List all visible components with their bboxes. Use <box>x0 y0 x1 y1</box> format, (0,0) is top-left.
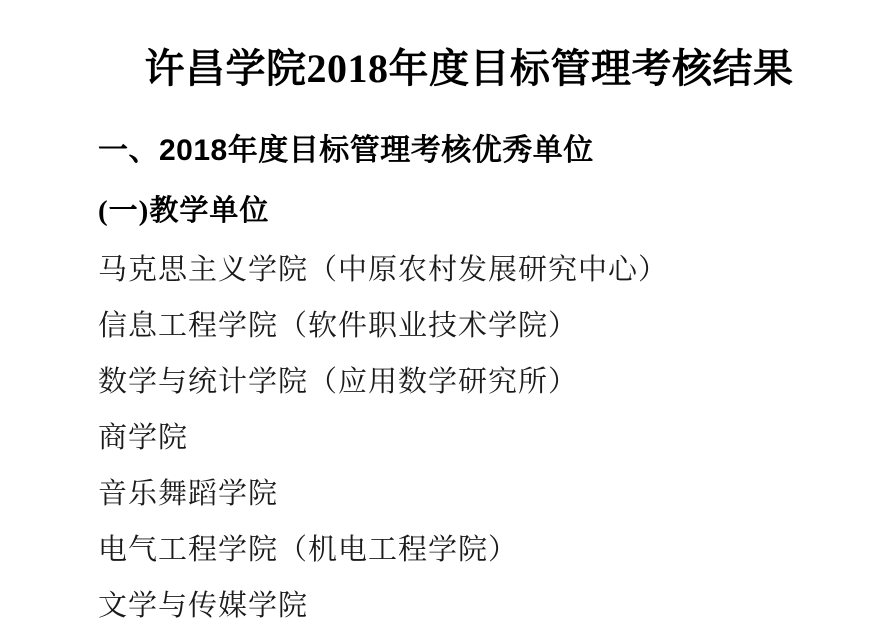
unit-list-item: 商学院 <box>98 421 189 454</box>
unit-list <box>98 239 856 631</box>
unit-list-item: 音乐舞蹈学院 <box>98 477 279 510</box>
unit-list-item: 数学与统计学院（应用数学研究所） <box>98 365 579 398</box>
unit-list-item: 文学与传媒学院 <box>98 589 309 622</box>
section-heading: 一、2018年度目标管理考核优秀单位 <box>98 134 594 167</box>
document-body <box>98 133 856 631</box>
subsection-heading: (一)教学单位 <box>98 195 270 227</box>
unit-list-item: 马克思主义学院（中原农村发展研究中心） <box>98 253 669 286</box>
unit-list-item: 电气工程学院（机电工程学院） <box>98 533 519 566</box>
unit-list-item: 信息工程学院（软件职业技术学院） <box>98 309 579 342</box>
document-title: 许昌学院2018年度目标管理考核结果 <box>144 46 794 91</box>
